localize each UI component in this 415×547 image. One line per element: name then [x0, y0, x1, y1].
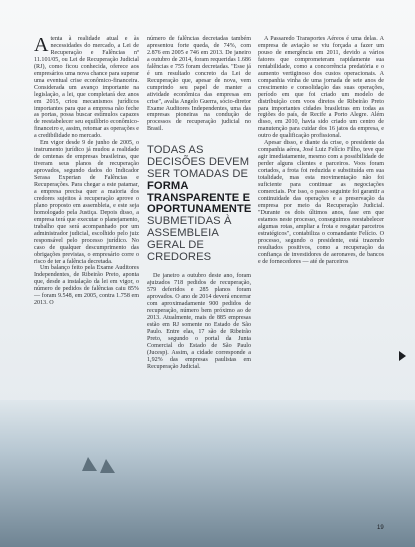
pull-quote-text: SUBMETIDAS À ASSEMBLEIA GERAL DE CREDORES: [147, 215, 232, 263]
pull-quote: [147, 145, 251, 263]
page-number: 19: [377, 525, 384, 531]
paragraph: número de falências decretadas também apresentou forte queda, de 74%, com 2.876 em 2005 e 746 em 2013. De janeiro a outubro de 2014, foram requeridas 1.686 falências e 755 foram decretadas. "Esse já é um resultado concreto da Lei de Recuperação que, apesar de nova, vem cumprindo seu papel de manter a atividade econômica das empresas em crise", avalia Angelo Guerra, sócio-diretor Exame Auditores Independentes, uma das empresas pioneiras na condução de processos de recuperação judicial no Brasil.: [147, 36, 251, 133]
drop-cap: A: [34, 34, 49, 56]
shark-fin-1: [82, 457, 97, 471]
shark-fin-2: [100, 459, 115, 473]
paragraph: Em vigor desde 9 de junho de 2005, o instrumento jurídico já mudou a realidade de centenas de empresas brasileiras, que tiveram seus planos de recuperação aprovados, segundo dados do Indicador Serasa Experian de Falências e Recuperações. Para chegar a este patamar, a empresa precisa quer a maioria dos credores sujeitos à recuperação aprove o plano proposto em assembleia, e este seja homologado pela Justiça. Depois disso, a empresa terá que executar o planejamento, trabalho que será acompanhado por um administrador judicial, escolhido pelo juiz responsável pelo processo jurídico. No caso de qualquer descumprimento das obrigações previstas, o empresário corre o risco de ter a falência decretada.: [34, 140, 139, 265]
paragraph: A Passaredo Transportes Aéreos é uma delas. A empresa de aviação se viu forçada a fazer um pouso de emergência em 2011, devido a vários fatores que comprometeram rapidamente sua rentabilidade, como a concorrência predatória e o aumento vertiginoso dos custos operacionais. A companhia vinha de uma jornada de sete anos de crescimento e consolidação das suas operações, período em que foi criado um modelo de distribuição com voos diretos de Ribeirão Preto para importantes cidades brasileiras em todas as regiões do país, de Recife a Porto Alegre. Além disso, em 2010, havia sido criado um centro de manutenção para cuidar dos 16 jatos da empresa, e outro de qualificação profissional.: [258, 36, 384, 140]
article-column-1: [34, 36, 139, 307]
pull-quote-emphasis: FORMA TRANSPARENTE E OPORTUNAMENTE: [147, 179, 252, 216]
paragraph: Um balanço feito pela Exame Auditores Independentes, de Ribeirão Preto, aponta que, desde a instalação da lei em vigor, o número de pedidos de falências caiu 85% — foram 9.548, em 2005, contra 1.758 em 2013. O: [34, 265, 139, 307]
article-column-2: [147, 36, 251, 371]
paragraph: De janeiro a outubro deste ano, foram ajuizados 718 pedidos de recuperação, 579 deferidos e 285 planos foram aprovados. O ano de 2014 deverá encerrar com aproximadamente 900 pedidos de recuperação, número bem próximo ao de 2013. Atualmente, mais de 885 empresas estão em RJ somente no Estado de São Paulo. Entre elas, 17 são de Ribeirão Preto, segundo o portal da Junta Comercial do Estado de São Paulo (Jucesp). Assim, a cidade corresponde a 1,92% das empresas paulistas em Recuperação Judicial.: [147, 273, 251, 370]
article-column-3: [258, 36, 384, 265]
paragraph: tenta à realidade atual e às necessidades do mercado, a Lei de Recuperação e Falências nº 11.101/05, ou Lei de Recuperação Judicial (RJ), como ficou conhecida, oferece aos empresários uma nova chance para superar uma eventual crise econômico-financeira. Considerada um avanço importante na legislação, a lei, que completará dez anos em 2015, criou mecanismos jurídicos importantes para que a empresa não feche as portas, possa buscar estímulos capazes de reestabelecer seu equilíbrio econômico-financeiro e, assim, retomar as operações e a credibilidade no mercado.: [34, 36, 139, 140]
paragraph: Apesar disso, e diante da crise, o presidente da companhia aérea, José Luiz Felício Filho, teve que agir imediatamente, mesmo com a possibilidade de perder alguns clientes e parceiros. Voos foram cortados, a frota foi reduzida e substituída em sua totalidade, mas esta movimentação não foi suficiente para continuar as negociações comerciais. Por isso, o passo seguinte foi garantir a continuidade das operações e a preservação da empresa por meio da Recuperação Judicial. "Durante os dois últimos anos, fase em que estamos neste processo, conseguimos reestabelecer algumas rotas, ampliar a frota e resgatar parceiros estratégicos", contabiliza o comandante Felício. O processo, segundo o presidente, está trazendo resultados positivos, como a recuperação da confiança de investidores de aeronaves, de bancos e de fornecedores — até de parceiros: [258, 140, 384, 265]
continue-arrow-icon: [399, 351, 406, 361]
pull-quote-text: TODAS AS DECISÕES DEVEM SER TOMADAS DE: [147, 144, 250, 180]
sea-image: [0, 400, 415, 547]
